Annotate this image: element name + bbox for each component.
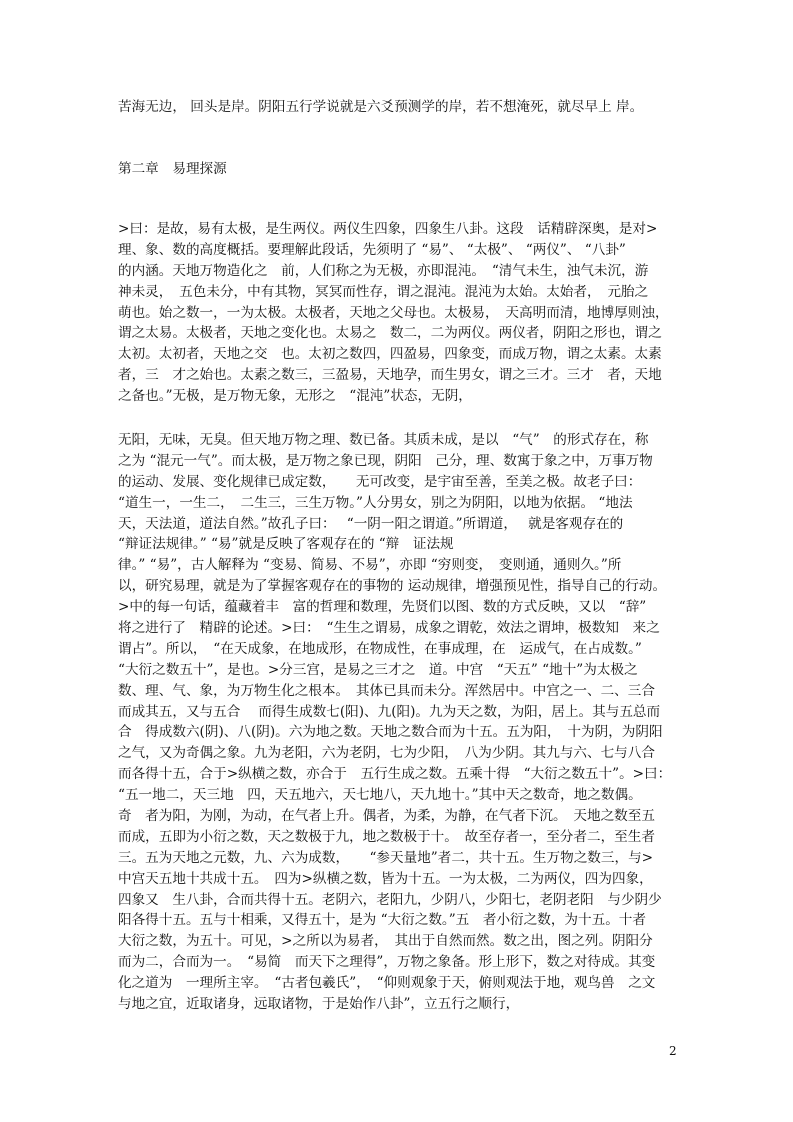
text-line: 而各得十五，合于>纵横之数，亦合于 五行生成之数。五乘十得 “大衍之数五十”。>曰： bbox=[118, 766, 672, 783]
text-line: 无阳，无味，无臭。但天地万物之理、数已备。其质未成，是以 “气” 的形式存在，称 bbox=[118, 432, 649, 448]
text-line: 理、象、数的高度概括。要理解此段话，先须明了 “易”、 “太极”、 “两仪”、 “八卦” bbox=[118, 241, 626, 258]
text-line: 而成，五即为小衍之数，天之数极于九，地之数极于十。 故至存者一，至分者二，至生者 bbox=[118, 828, 655, 845]
text-line: >曰：是故，易有太极，是生两仪。两仪生四象，四象生八卦。这段 话精辟深奥，是对> bbox=[118, 221, 658, 237]
text-line: 太初。太初者，天地之交 也。太初之数四，四盈易，四象变，而成万物，谓之太素。太素 bbox=[118, 346, 662, 363]
chapter-title: 第二章 易理探源 bbox=[118, 161, 227, 177]
text-line: 数、理、气、象，为万物生化之根本。 其体已具而未分。浑然居中。中宫之一、二、三合 bbox=[118, 682, 655, 699]
text-line: 之备也。”无极，是万物无象，无形之 “混沌”状态，无阴， bbox=[118, 388, 472, 405]
text-line: 的运动、发展、变化规律已成定数， 无可改变，是宇宙至善，至美之极。故老子曰： bbox=[118, 473, 642, 490]
text-line: 而为二，合而为一。 “易简 而天下之理得”，万物之象备。形上形下，数之对待成。其变 bbox=[118, 954, 656, 971]
text-line: 化之道为 一理所主宰。 “古者包羲氏”， “仰则观象于天，俯则观法于地，观鸟兽 之文 bbox=[118, 975, 656, 992]
text-line: 阳各得十五。五与十相乘，又得五十，是为 “大衍之数。”五 者小衍之数，为十五。十者 bbox=[118, 912, 646, 929]
text-line: 者，三 才之始也。太素之数三，三盈易，天地孕，而生男女，谓之三才。三才 者，天地 bbox=[118, 367, 662, 384]
text-line: 合 得成数六(阴)、八(阴)。六为地之数。天地之数合而为十五。五为阳， 十为阴，为阴阳 bbox=[118, 724, 663, 741]
text-line: 奇 者为阳，为刚，为动，在气者上升。偶者，为柔，为静，在气者下沉。 天地之数至五 bbox=[118, 808, 655, 825]
text-line: 律。” “易”，古人解释为 “变易、简易、不易”，亦即 “穷则变， 变则通，通则久。”所 bbox=[118, 557, 622, 574]
text-line: 而成其五，又与五合 而得生成数七(阳)、九(阳)。九为天之数，为阳，居上。其与五总而 bbox=[118, 703, 661, 720]
text-line: 大衍之数，为五十。可见，>之所以为易者， 其出于自然而然。数之出，图之列。阴阳分 bbox=[118, 933, 653, 950]
text-line: “大衍之数五十”，是也。>分三宫，是易之三才之 道。中宫 “天五” “地十”为太极之 bbox=[118, 661, 638, 678]
paragraph-1 bbox=[118, 219, 683, 407]
text-line: 之为 “混元一气”。而太极，是万物之象已现，阴阳 己分，理、数寓于象之中，万事万物 bbox=[118, 452, 653, 469]
text-line: 将之进行了 精辟的论述。>曰： “生生之谓易，成象之谓乾，效法之谓坤，极数知 来之 bbox=[118, 620, 660, 637]
text-line: “五一地二，天三地 四，天五地六，天七地八，天九地十。”其中天之数奇，地之数偶。 bbox=[118, 787, 642, 804]
text-line: 谓之太易。太极者，天地之变化也。太易之 数二，二为两仪。两仪者，阴阳之形也，谓之 bbox=[118, 325, 662, 342]
intro-line: 苦海无边， 回头是岸。阴阳五行学说就是六爻预测学的岸，若不想淹死，就尽早上 岸。 bbox=[118, 99, 644, 115]
text-line: “道生一，一生二， 二生三，三生万物。”人分男女，别之为阴阳，以地为依据。 “地法 bbox=[118, 494, 633, 511]
text-line: 的内涵。天地万物造化之 前，人们称之为无极，亦即混沌。 “清气未生，浊气未沉，游 bbox=[118, 262, 649, 279]
paragraph-2 bbox=[118, 430, 683, 1015]
text-line: >中的每一句话，蕴藏着丰 富的哲理和数理，先贤们以图、数的方式反映，又以 “辞” bbox=[118, 599, 647, 616]
page-number: 2 bbox=[669, 1044, 677, 1058]
text-line: 萌也。始之数一，一为太极。太极者，天地之父母也。太极易， 天高明而清，地博厚则浊， bbox=[118, 304, 669, 321]
text-line: 天，天法道，道法自然。”故孔子曰： “一阴一阳之谓道。”所谓道， 就是客观存在的 bbox=[118, 515, 624, 532]
text-line: 以，研究易理，就是为了掌握客观存在的事物的 运动规律，增强预见性，指导自己的行动。 bbox=[118, 578, 667, 595]
text-line: 神未灵， 五色未分，中有其物，冥冥而性存，谓之混沌。混沌为太始。太始者， 元胎之 bbox=[118, 283, 649, 300]
text-line: 中宫天五地十共成十五。 四为>纵横之数，皆为十五。一为太极，二为两仪，四为四象， bbox=[118, 870, 653, 887]
text-line: 谓占”。所以， “在天成象，在地成形，在物成性，在事成理，在 运成气，在占成数。” bbox=[118, 640, 642, 657]
text-line: 四象又 生八卦，合而共得十五。老阴六，老阳九，少阴八，少阳七，老阴老阳 与少阴少 bbox=[118, 891, 662, 908]
text-line: “辩证法规律。” “易”就是反映了客观存在的 “辩 证法规 bbox=[118, 536, 454, 553]
text-line: 三。五为天地之元数，九、六为成数， “参天量地”者二，共十五。生万物之数三，与> bbox=[118, 849, 654, 866]
text-line: 之气，又为奇偶之象。九为老阳，六为老阴，七为少阳， 八为少阴。其九与六、七与八合 bbox=[118, 745, 655, 762]
text-line: 与地之宜，近取诸身，远取诸物，于是始作八卦”，立五行之顺行， bbox=[118, 996, 520, 1013]
